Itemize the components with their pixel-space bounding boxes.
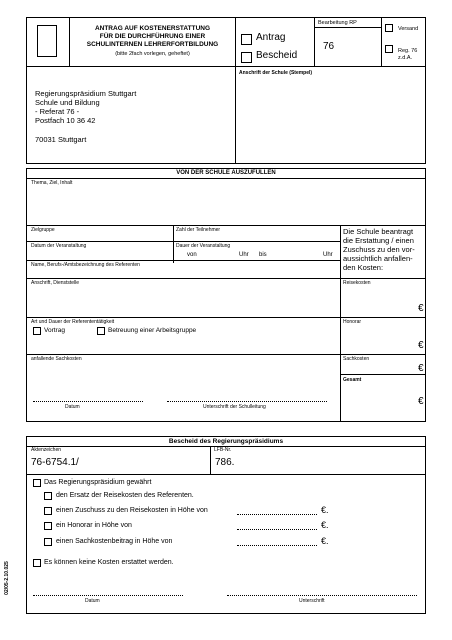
gewaehrt-label: Das Regierungspräsidium gewährt — [44, 479, 152, 486]
bescheid-label: Bescheid — [256, 50, 298, 61]
title-line3: SCHULINTERNEN LEHRERFORTBILDUNG — [86, 41, 219, 48]
versand-label: Versand — [398, 26, 419, 32]
bescheid-unterschrift-line[interactable] — [227, 595, 417, 596]
header-title-box — [69, 17, 236, 67]
opt4-label: einen Sachkostenbeitrag in Höhe von — [56, 538, 173, 545]
bescheid-checkbox[interactable] — [241, 52, 252, 63]
side-code: 02/05-2.10.025 — [4, 561, 10, 595]
logo-placeholder — [37, 25, 57, 57]
opt2-amount[interactable] — [237, 514, 317, 515]
antrag-label: Antrag — [256, 32, 286, 43]
title-line2: FÜR DIE DURCHFÜHRUNG EINER — [99, 33, 206, 40]
datum-label: Datum der Veranstaltung — [31, 243, 87, 249]
address-box — [26, 66, 236, 164]
bearbeitung-value: 76 — [323, 41, 335, 52]
school-section — [26, 168, 426, 422]
euro-sachkosten: € — [418, 363, 424, 374]
sachkosten-right-label: Sachkosten — [343, 356, 370, 362]
lfb-label: LFB-Nr. — [214, 447, 232, 453]
zda-label: z.d.A. — [398, 55, 413, 61]
opt2-checkbox[interactable] — [44, 507, 52, 515]
name-label: Name, Berufs-/Amtsbezeichnung des Referenten — [31, 262, 140, 268]
uhr1-label: Uhr — [239, 252, 249, 258]
gesamt-label: Gesamt — [343, 377, 362, 383]
opt2-euro: €. — [321, 505, 329, 515]
bescheid-section — [26, 436, 426, 614]
bearbeitung-box — [314, 17, 382, 67]
address-line2: Schule und Bildung — [35, 98, 100, 107]
bescheid-unterschrift-label: Unterschrift — [299, 598, 325, 604]
header-logo-box — [26, 17, 70, 67]
thema-label: Thema, Ziel, Inhalt — [31, 180, 73, 186]
antrag-checkbox[interactable] — [241, 34, 252, 45]
euro-honorar: € — [418, 340, 424, 351]
opt4-checkbox[interactable] — [44, 538, 52, 546]
art-label: Art und Dauer der Referententätigkeit — [31, 319, 115, 325]
betreuung-checkbox[interactable] — [97, 327, 105, 335]
teilnehmer-label: Zahl der Teilnehmer — [176, 227, 221, 233]
sachkosten-label: anfallende Sachkosten — [31, 356, 82, 362]
vortrag-checkbox[interactable] — [33, 327, 41, 335]
lfb-value[interactable]: 786. — [215, 457, 235, 468]
bearbeitung-label: Bearbeitung RP — [318, 20, 357, 26]
dauer-label: Dauer der Veranstaltung — [176, 243, 231, 249]
opt3-label: ein Honorar in Höhe von — [56, 522, 132, 529]
versand-box — [381, 17, 426, 67]
bescheid-datum-label: Datum — [85, 598, 100, 604]
vortrag-label: Vortrag — [44, 327, 65, 334]
von-label: von — [187, 252, 197, 258]
address-line4: Postfach 10 36 42 — [35, 116, 96, 125]
address-line1: Regierungspräsidium Stuttgart — [35, 89, 137, 98]
opt3-euro: €. — [321, 520, 329, 530]
title-line1: ANTRAG AUF KOSTENERSTATTUNG — [94, 25, 211, 32]
bis-label: bis — [259, 252, 267, 258]
zielgruppe-label: Zielgruppe — [31, 227, 55, 233]
reg-checkbox[interactable] — [385, 45, 393, 53]
address-line5: 70031 Stuttgart — [35, 135, 87, 144]
versand-checkbox[interactable] — [385, 24, 393, 32]
opt1-checkbox[interactable] — [44, 492, 52, 500]
stamp-box — [235, 66, 426, 164]
honorar-label: Honorar — [343, 319, 362, 325]
uhr2-label: Uhr — [323, 252, 333, 258]
opt1-label: den Ersatz der Reisekosten des Referenten. — [56, 492, 194, 499]
datum-sig-label: Datum — [65, 404, 80, 410]
gewaehrt-checkbox[interactable] — [33, 479, 41, 487]
no-costs-label: Es können keine Kosten erstattet werden. — [44, 559, 174, 566]
title-note: (bitte 2fach vorlegen, geheftet) — [115, 51, 190, 57]
no-costs-checkbox[interactable] — [33, 559, 41, 567]
address-line3: - Referat 76 - — [35, 107, 80, 116]
right-text: Die Schule beantragt die Erstattung / einen Zuschuss zu den vor-aussichtlich anfallen-den Kosten: — [343, 227, 415, 272]
opt4-euro: €. — [321, 536, 329, 546]
reisekosten-label: Reisekosten — [343, 280, 371, 286]
betreuung-label: Betreuung einer Arbeitsgruppe — [108, 327, 197, 334]
schulleitung-sig-label: Unterschrift der Schulleitung — [203, 404, 266, 410]
euro-reisekosten: € — [418, 303, 424, 314]
school-section-header: VON DER SCHULE AUSZUFÜLLEN — [176, 170, 276, 176]
anschrift-label: Anschrift, Dienststelle — [31, 280, 80, 286]
opt3-amount[interactable] — [237, 529, 317, 530]
datum-line[interactable] — [33, 401, 143, 402]
opt4-amount[interactable] — [237, 545, 317, 546]
aktenzeichen-value[interactable]: 76-6754.1/ — [31, 457, 79, 468]
bescheid-header: Bescheid des Regierungspräsidiums — [168, 438, 284, 445]
opt3-checkbox[interactable] — [44, 522, 52, 530]
stamp-label: Anschrift der Schule (Stempel) — [239, 70, 313, 76]
aktenzeichen-label: Aktenzeichen — [31, 447, 62, 453]
bescheid-datum-line[interactable] — [33, 595, 183, 596]
opt2-label: einen Zuschuss zu den Reisekosten in Höhe von — [56, 507, 208, 514]
schulleitung-line[interactable] — [167, 401, 327, 402]
euro-gesamt: € — [418, 396, 424, 407]
antrag-bescheid-box — [235, 17, 315, 67]
reg-label: Reg. 76 — [398, 48, 418, 54]
